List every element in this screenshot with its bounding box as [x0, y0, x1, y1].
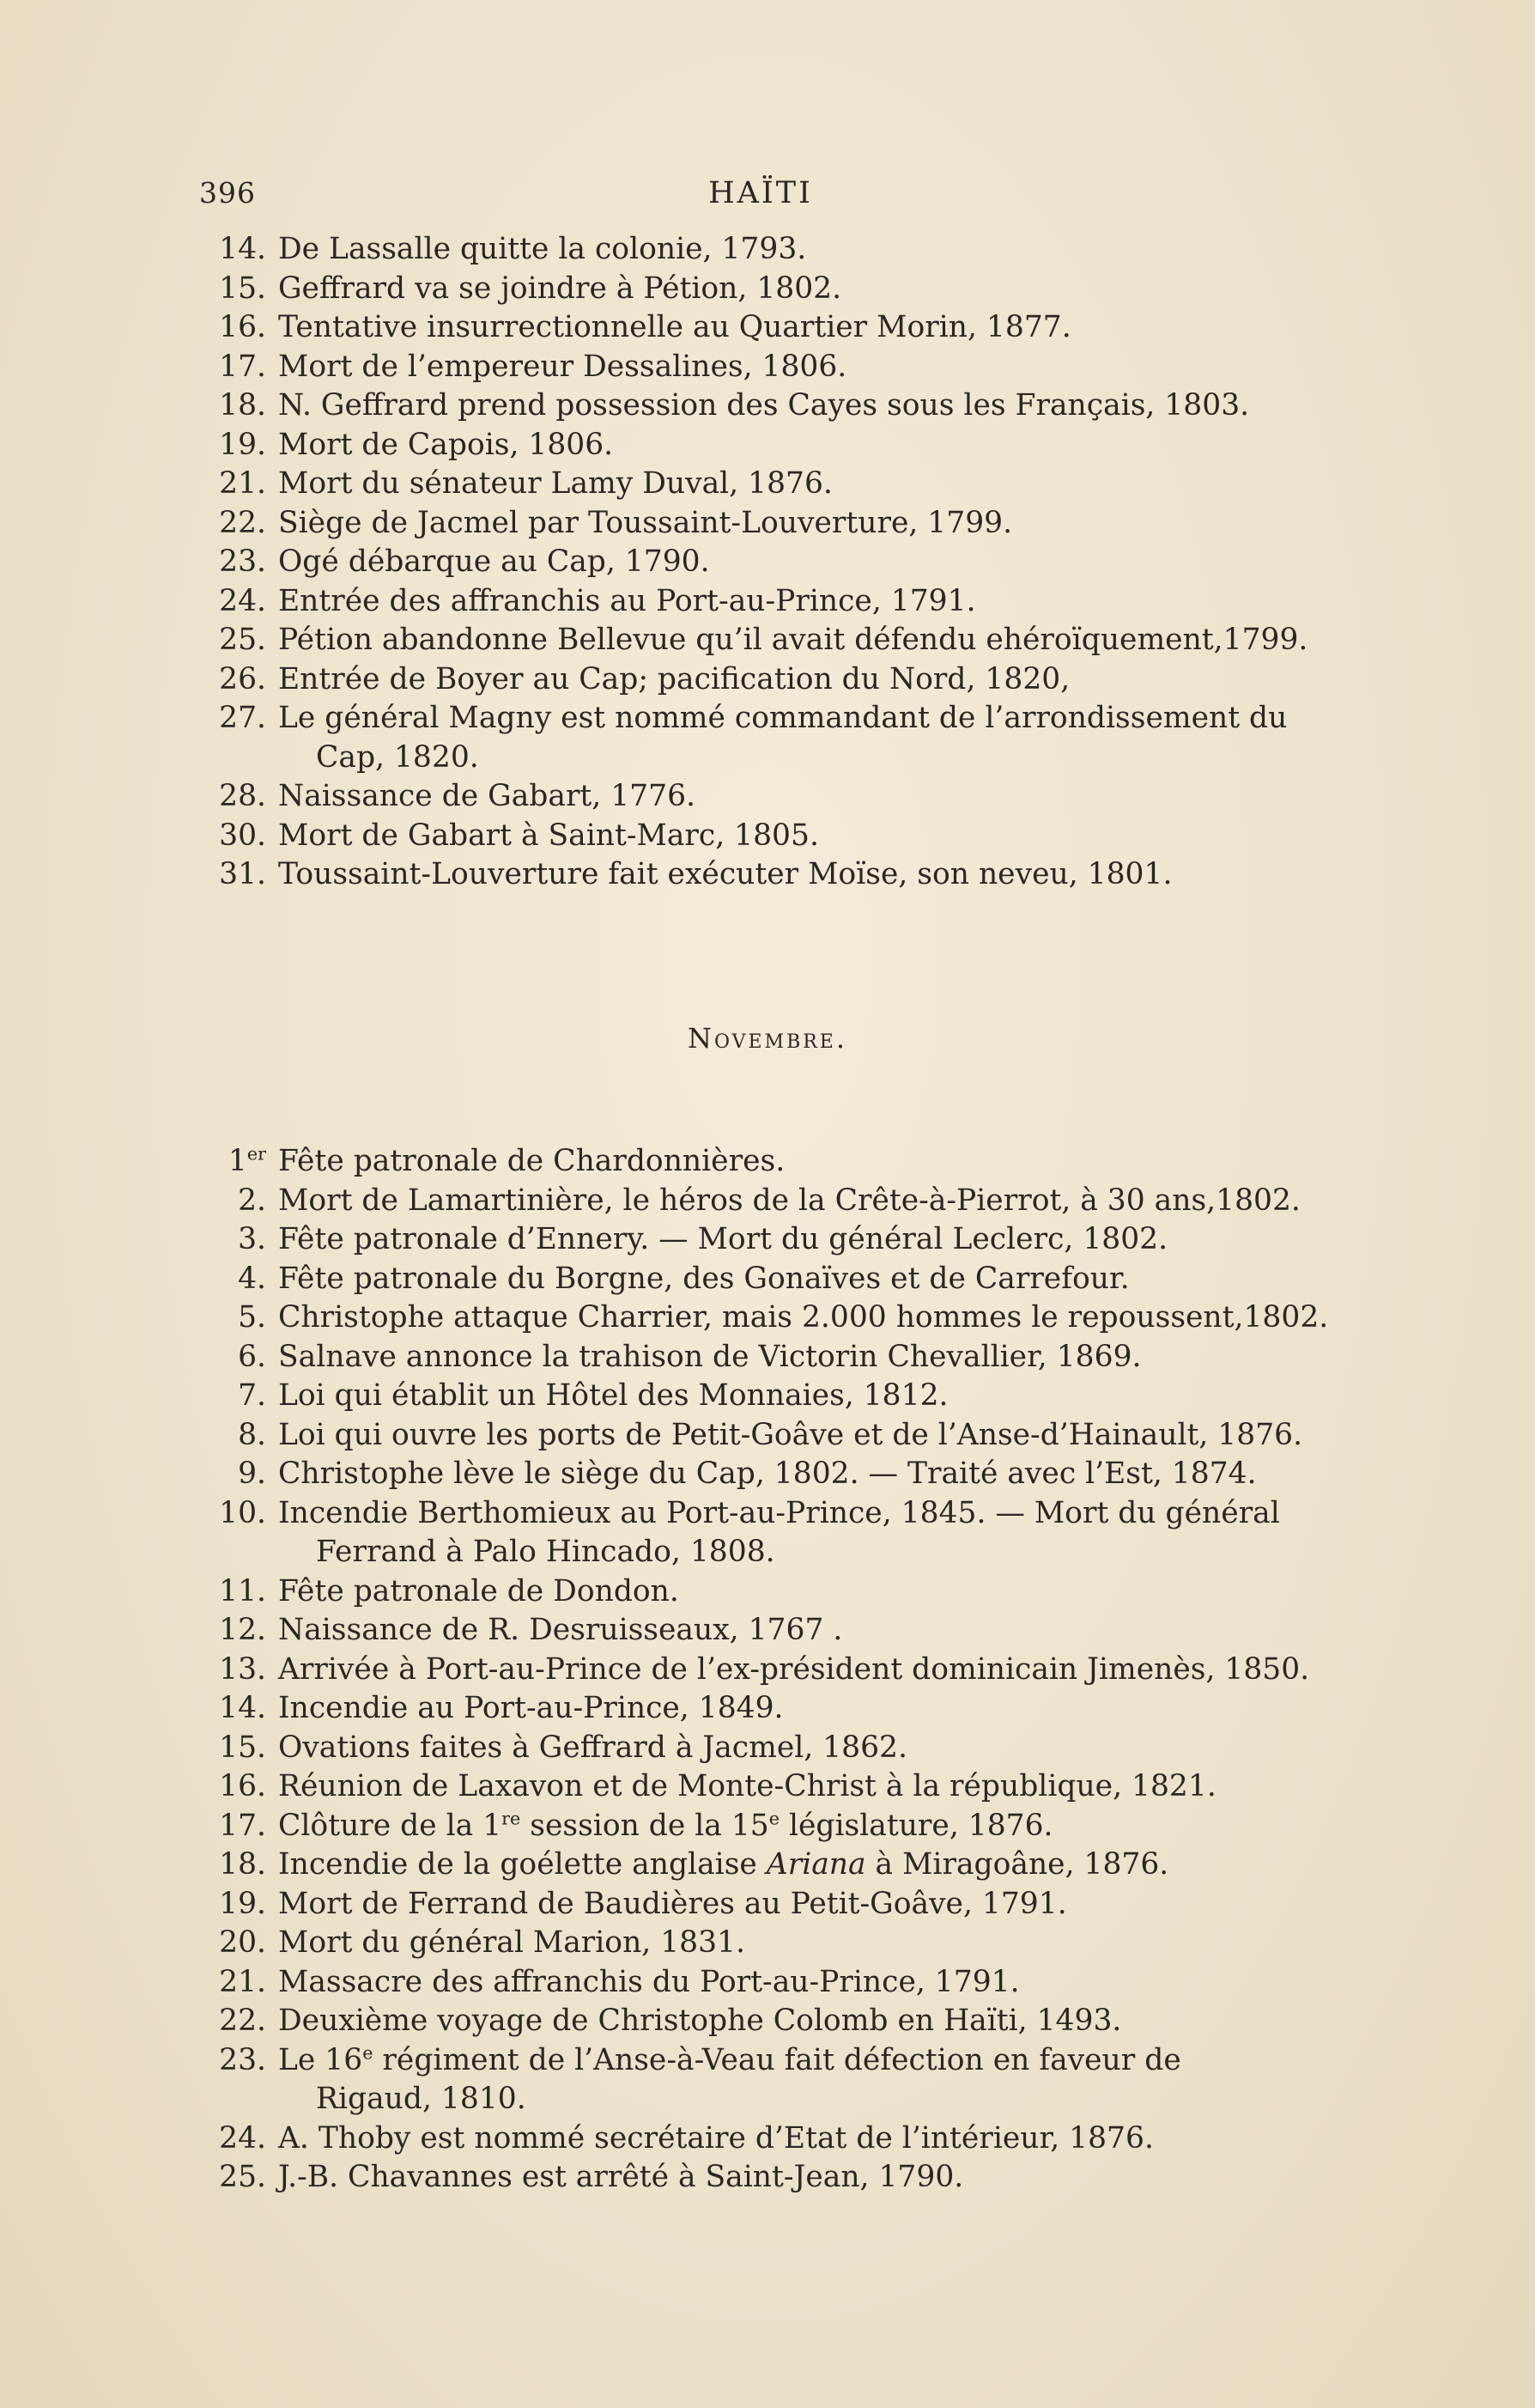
entry-number: 4. — [238, 1261, 266, 1296]
entry-number: 14. — [219, 232, 266, 266]
entry-number: 18. — [219, 388, 266, 423]
list-item — [196, 2158, 1329, 2198]
list-item — [196, 1298, 1329, 1338]
entry-number: 9. — [238, 1456, 266, 1491]
list-item — [196, 582, 1329, 622]
entry-text: Fête patronale du Borgne, des Gonaïves et de Carrefour. — [278, 1261, 1130, 1296]
entry-text: Arrivée à Port-au-Prince de l’ex-président dominicain Jimenès, 1850. — [278, 1651, 1310, 1687]
entry-text: N. Geffrard prend possession des Cayes sous les Français, 1803. — [278, 388, 1250, 423]
entry-number: 23. — [219, 2042, 266, 2077]
entry-text: Ovations faites à Geffrard à Jacmel, 1862. — [278, 1730, 907, 1765]
entry-number: 26. — [219, 661, 266, 696]
entry-text: Le général Magny est nommé commandant de l’arrondissement du Cap, 1820. — [266, 699, 1329, 777]
list-item — [196, 1767, 1329, 1807]
list-item — [196, 2002, 1329, 2041]
ship-name: Ariana — [766, 1847, 866, 1882]
list-item — [196, 1416, 1329, 1456]
entry-number: 8. — [238, 1417, 266, 1452]
entry-number: 25. — [219, 2160, 266, 2194]
entry-number: 16. — [219, 310, 266, 344]
entry-number: 23. — [219, 544, 266, 579]
entry-number: 1er — [228, 1143, 266, 1178]
entry-text: Massacre des affranchis du Port-au-Prince, 1791. — [278, 1964, 1020, 1999]
list-item — [196, 1807, 1329, 1846]
page-header — [199, 176, 1322, 222]
entry-number: 19. — [219, 427, 266, 462]
entry-text: Toussaint-Louverture fait exécuter Moïse, son neveu, 1801. — [278, 857, 1173, 891]
list-item — [196, 230, 1329, 270]
entry-text: Geffrard va se joindre à Pétion, 1802. — [278, 271, 842, 306]
entry-number: 18. — [219, 1847, 266, 1882]
entry-text: Entrée de Boyer au Cap; pacification du Nord, 1820, — [278, 661, 1071, 696]
entry-number: 31. — [219, 857, 266, 891]
list-item — [196, 1455, 1329, 1494]
entry-number: 5. — [238, 1300, 266, 1335]
entry-number: 10. — [219, 1495, 266, 1530]
list-item — [196, 504, 1329, 544]
entry-text: Pétion abandonne Bellevue qu’il avait défendu ehéroïquement,1799. — [278, 623, 1308, 657]
list-item — [196, 1885, 1329, 1925]
entry-text: Entrée des affranchis au Port-au-Prince, 1791. — [278, 583, 976, 618]
entry-text: Mort du sénateur Lamy Duval, 1876. — [278, 466, 833, 501]
page-number: 396 — [199, 176, 256, 210]
entry-text: Fête patronale d’Ennery. — Mort du général Leclerc, 1802. — [278, 1222, 1168, 1256]
entry-number: 15. — [219, 271, 266, 306]
entry-text: Incendie de la goélette anglaise Ariana à Miragoâne, 1876. — [278, 1847, 1169, 1882]
entry-text: Ogé débarque au Cap, 1790. — [278, 544, 710, 579]
entry-number: 7. — [238, 1378, 266, 1413]
entry-text: Clôture de la 1re session de la 15e législature, 1876. — [278, 1808, 1053, 1843]
entry-number: 25. — [219, 623, 266, 657]
entry-number: 20. — [219, 1925, 266, 1960]
entry-text: Naissance de Gabart, 1776. — [278, 779, 695, 813]
entry-text: A. Thoby est nommé secrétaire d’Etat de l’intérieur, 1876. — [278, 2120, 1154, 2156]
list-item — [196, 2119, 1329, 2159]
entry-number: 16. — [219, 1769, 266, 1803]
list-item — [196, 1494, 1329, 1572]
list-item — [196, 1142, 1329, 1182]
list-item — [196, 1377, 1329, 1416]
list-item — [196, 621, 1329, 660]
list-item — [196, 1572, 1329, 1612]
entry-number: 22. — [219, 505, 266, 540]
list-item — [196, 855, 1329, 895]
entry-text: Mort de l’empereur Dessalines, 1806. — [278, 349, 847, 384]
entry-text: Naissance de R. Desruisseaux, 1767 . — [278, 1613, 843, 1647]
list-item — [196, 426, 1329, 465]
entry-text: Mort de Capois, 1806. — [278, 427, 614, 462]
list-item — [196, 1924, 1329, 1963]
entry-text: Incendie au Port-au-Prince, 1849. — [278, 1691, 784, 1725]
list-item — [196, 348, 1329, 387]
november-list — [196, 1142, 1329, 2198]
entry-text: Incendie Berthomieux au Port-au-Prince, 1845. — Mort du général Ferrand à Palo Hincado, 1808. — [266, 1494, 1329, 1572]
entry-text: Tentative insurrectionnelle au Quartier Morin, 1877. — [278, 310, 1071, 344]
entry-text: Salnave annonce la trahison de Victorin Chevallier, 1869. — [278, 1339, 1142, 1374]
entry-text: Fête patronale de Dondon. — [278, 1573, 679, 1608]
entry-number: 21. — [219, 1964, 266, 1999]
entry-number: 2. — [238, 1183, 266, 1218]
entry-text: Le 16e régiment de l’Anse-à-Veau fait défection en faveur de Rigaud, 1810. — [278, 2042, 1181, 2116]
entry-text: Siège de Jacmel par Toussaint-Louverture, 1799. — [278, 505, 1013, 540]
entry-text: Fête patronale de Chardonnières. — [278, 1144, 786, 1178]
list-item — [196, 1611, 1329, 1651]
entry-text: Mort de Ferrand de Baudières au Petit-Goâve, 1791. — [278, 1886, 1067, 1921]
entry-number: 15. — [219, 1730, 266, 1765]
entry-number: 19. — [219, 1886, 266, 1921]
list-item — [196, 1260, 1329, 1299]
list-item — [196, 386, 1329, 426]
entry-number: 27. — [219, 701, 266, 735]
entry-number: 24. — [219, 583, 266, 618]
entry-text: Loi qui établit un Hôtel des Monnaies, 1812. — [278, 1378, 949, 1413]
list-item — [196, 699, 1329, 777]
entry-text: De Lassalle quitte la colonie, 1793. — [278, 232, 807, 266]
list-item — [196, 660, 1329, 700]
month-heading: Novembre. — [687, 1022, 848, 1055]
entry-number: 17. — [219, 1808, 266, 1843]
entry-number: 13. — [219, 1651, 266, 1687]
list-item — [196, 1338, 1329, 1377]
running-title: HAÏTI — [708, 176, 813, 210]
entry-text: Deuxième voyage de Christophe Colomb en Haïti, 1493. — [278, 2004, 1122, 2038]
entry-number: 22. — [219, 2004, 266, 2038]
list-item — [196, 465, 1329, 504]
entry-number: 6. — [238, 1339, 266, 1374]
list-item — [196, 1182, 1329, 1221]
entry-text: Christophe lève le siège du Cap, 1802. — Traité avec l’Est, 1874. — [278, 1456, 1257, 1491]
entry-text: Loi qui ouvre les ports de Petit-Goâve et de l’Anse-d’Hainault, 1876. — [278, 1417, 1303, 1452]
list-item — [196, 1729, 1329, 1768]
entry-number: 21. — [219, 466, 266, 501]
entry-text: Mort de Gabart à Saint-Marc, 1805. — [278, 818, 819, 853]
entry-number: 12. — [219, 1613, 266, 1647]
entry-text: Christophe attaque Charrier, mais 2.000 hommes le repoussent,1802. — [278, 1300, 1329, 1335]
entry-number: 3. — [238, 1222, 266, 1256]
entry-text: J.-B. Chavannes est arrêté à Saint-Jean, 1790. — [278, 2160, 964, 2194]
list-item — [196, 543, 1329, 582]
entry-number: 24. — [219, 2120, 266, 2156]
list-item — [196, 2041, 1329, 2119]
entry-text: Réunion de Laxavon et de Monte-Christ à la république, 1821. — [278, 1769, 1216, 1803]
list-item — [196, 1963, 1329, 2003]
entry-number: 28. — [219, 779, 266, 813]
list-item — [196, 817, 1329, 856]
list-item — [196, 1689, 1329, 1729]
entry-number: 30. — [219, 818, 266, 853]
list-item — [196, 777, 1329, 817]
entry-number: 17. — [219, 349, 266, 384]
list-item — [196, 270, 1329, 309]
list-item — [196, 1846, 1329, 1885]
list-item — [196, 1220, 1329, 1260]
entry-number: 11. — [219, 1573, 266, 1608]
entry-text: Mort du général Marion, 1831. — [278, 1925, 745, 1960]
list-item — [196, 308, 1329, 348]
list-item — [196, 1651, 1329, 1690]
entry-continuation: Ferrand à Palo Hincado, 1808. — [316, 1535, 775, 1569]
entry-continuation: Cap, 1820. — [316, 739, 479, 775]
entry-text: Mort de Lamartinière, le héros de la Crête-à-Pierrot, à 30 ans,1802. — [278, 1183, 1301, 1218]
october-list — [196, 230, 1329, 895]
entry-number: 14. — [219, 1691, 266, 1725]
